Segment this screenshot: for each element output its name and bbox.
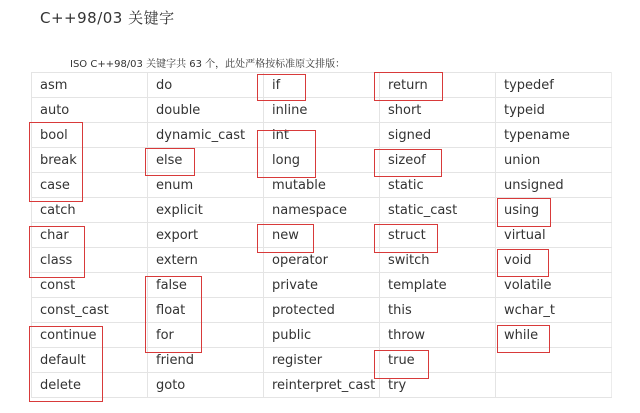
keyword-cell: if: [264, 73, 380, 98]
keyword-cell: sizeof: [380, 148, 496, 173]
keyword-cell: [496, 348, 612, 373]
keyword-cell: for: [148, 323, 264, 348]
keyword-cell: do: [148, 73, 264, 98]
keyword-cell: default: [32, 348, 148, 373]
keyword-cell: switch: [380, 248, 496, 273]
keyword-cell: delete: [32, 373, 148, 398]
table-row: [32, 198, 612, 223]
table-row: [32, 73, 612, 98]
keyword-cell: class: [32, 248, 148, 273]
keyword-cell: virtual: [496, 223, 612, 248]
keyword-cell: double: [148, 98, 264, 123]
keyword-cell: typeid: [496, 98, 612, 123]
keyword-cell: catch: [32, 198, 148, 223]
keyword-cell: bool: [32, 123, 148, 148]
keyword-cell: inline: [264, 98, 380, 123]
keyword-cell: wchar_t: [496, 298, 612, 323]
subtitle: ISO C++98/03 关键字共 63 个，此处严格按标准原文排版：: [70, 59, 346, 70]
table-row: [32, 348, 612, 373]
keyword-cell: volatile: [496, 273, 612, 298]
keyword-cell: template: [380, 273, 496, 298]
keyword-cell: this: [380, 298, 496, 323]
keyword-cell: friend: [148, 348, 264, 373]
keyword-cell: using: [496, 198, 612, 223]
table-row: [32, 123, 612, 148]
keyword-cell: union: [496, 148, 612, 173]
keyword-cell: case: [32, 173, 148, 198]
table-row: [32, 223, 612, 248]
keyword-cell: true: [380, 348, 496, 373]
table-row: [32, 173, 612, 198]
keyword-cell: const: [32, 273, 148, 298]
keyword-cell: [496, 373, 612, 398]
keyword-cell: export: [148, 223, 264, 248]
keyword-cell: const_cast: [32, 298, 148, 323]
keyword-cell: while: [496, 323, 612, 348]
keyword-cell: false: [148, 273, 264, 298]
keyword-cell: private: [264, 273, 380, 298]
keyword-table: [31, 72, 612, 398]
keyword-cell: typename: [496, 123, 612, 148]
keyword-cell: float: [148, 298, 264, 323]
table-row: [32, 273, 612, 298]
keyword-cell: long: [264, 148, 380, 173]
keyword-cell: dynamic_cast: [148, 123, 264, 148]
keyword-cell: goto: [148, 373, 264, 398]
table-row: [32, 323, 612, 348]
keyword-cell: reinterpret_cast: [264, 373, 380, 398]
page-title: C++98/03 关键字: [40, 9, 175, 27]
keyword-cell: signed: [380, 123, 496, 148]
keyword-cell: namespace: [264, 198, 380, 223]
keyword-cell: explicit: [148, 198, 264, 223]
keyword-cell: enum: [148, 173, 264, 198]
table-row: [32, 248, 612, 273]
keyword-cell: int: [264, 123, 380, 148]
keyword-cell: else: [148, 148, 264, 173]
table-row: [32, 98, 612, 123]
table-row: [32, 373, 612, 398]
keyword-cell: auto: [32, 98, 148, 123]
keyword-cell: break: [32, 148, 148, 173]
keyword-cell: throw: [380, 323, 496, 348]
keyword-cell: protected: [264, 298, 380, 323]
keyword-cell: static: [380, 173, 496, 198]
keyword-cell: register: [264, 348, 380, 373]
table-row: [32, 298, 612, 323]
keyword-cell: mutable: [264, 173, 380, 198]
keyword-cell: return: [380, 73, 496, 98]
keyword-cell: struct: [380, 223, 496, 248]
keyword-cell: continue: [32, 323, 148, 348]
keyword-cell: try: [380, 373, 496, 398]
keyword-cell: void: [496, 248, 612, 273]
keyword-cell: typedef: [496, 73, 612, 98]
keyword-cell: new: [264, 223, 380, 248]
keyword-cell: operator: [264, 248, 380, 273]
keyword-cell: static_cast: [380, 198, 496, 223]
keyword-cell: extern: [148, 248, 264, 273]
keyword-cell: asm: [32, 73, 148, 98]
keyword-cell: char: [32, 223, 148, 248]
keyword-cell: unsigned: [496, 173, 612, 198]
keyword-cell: public: [264, 323, 380, 348]
keyword-cell: short: [380, 98, 496, 123]
table-row: [32, 148, 612, 173]
